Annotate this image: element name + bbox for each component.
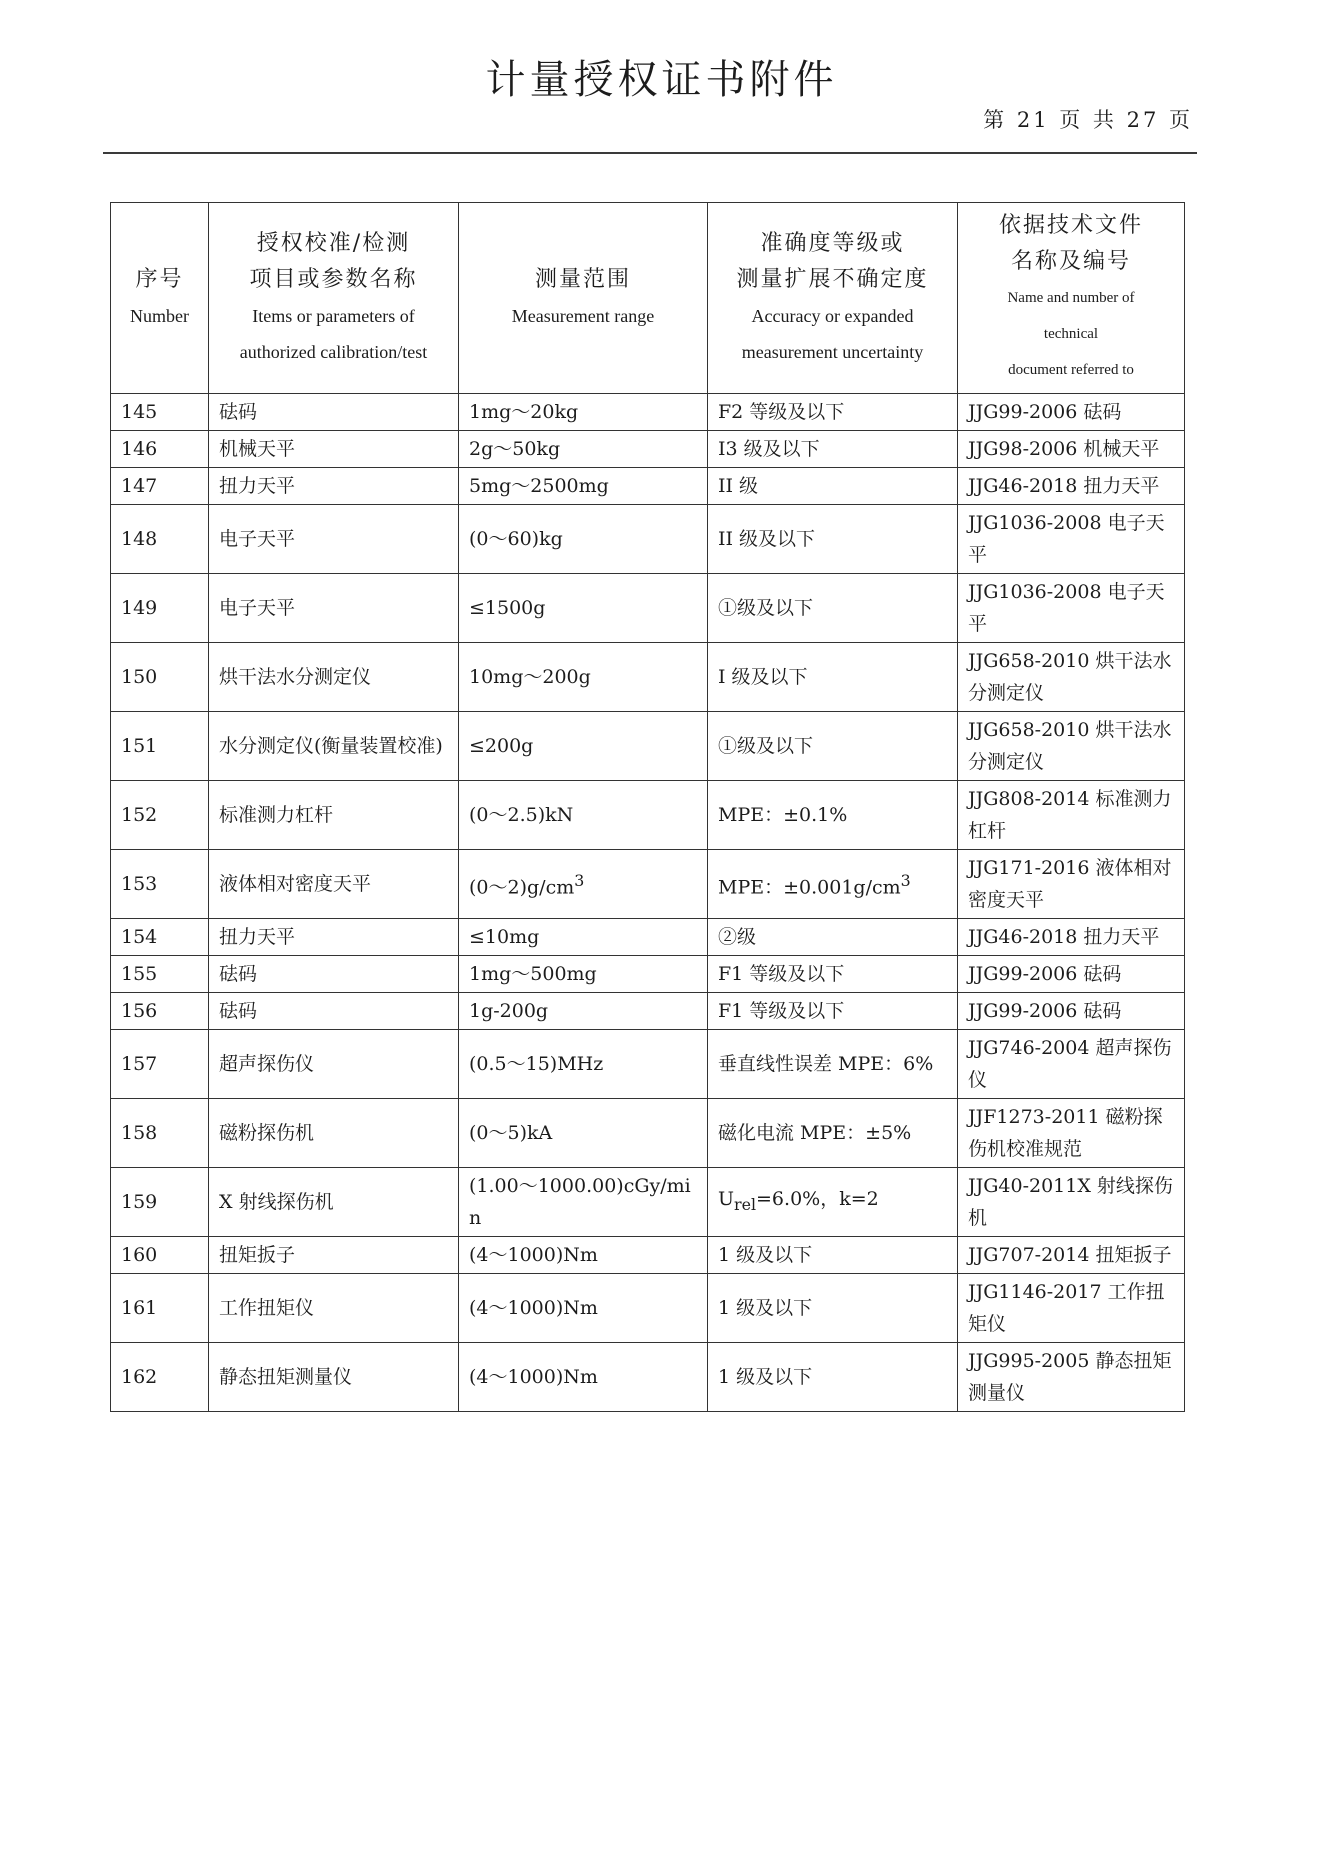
cell-accuracy bbox=[708, 1168, 958, 1237]
table-row bbox=[111, 468, 1185, 505]
cell-number: 145 bbox=[111, 394, 209, 431]
header-accuracy-en: Accuracy or expanded bbox=[751, 306, 914, 326]
table-header-row bbox=[111, 203, 1185, 394]
cell-range: 1mg～20kg bbox=[459, 394, 708, 431]
header-document-zh: 依据技术文件 bbox=[998, 213, 1143, 238]
cell-range bbox=[459, 850, 708, 919]
cell-item: 砝码 bbox=[209, 956, 459, 993]
table-row bbox=[111, 1237, 1185, 1274]
table-row bbox=[111, 505, 1185, 574]
cell-item: 烘干法水分测定仪 bbox=[209, 643, 459, 712]
header-accuracy bbox=[708, 203, 958, 394]
cell-accuracy: 1 级及以下 bbox=[708, 1237, 958, 1274]
cell-accuracy: 垂直线性误差 MPE：6% bbox=[708, 1030, 958, 1099]
table-row bbox=[111, 956, 1185, 993]
cell-document: JJG746-2004 超声探伤仪 bbox=[958, 1030, 1185, 1099]
cell-document: JJG707-2014 扭矩扳子 bbox=[958, 1237, 1185, 1274]
cell-range: (4～1000)Nm bbox=[459, 1343, 708, 1412]
cell-range: (1.00～1000.00)cGy/min bbox=[459, 1168, 708, 1237]
table-row bbox=[111, 919, 1185, 956]
cell-number: 151 bbox=[111, 712, 209, 781]
cell-document: JJG1036-2008 电子天平 bbox=[958, 505, 1185, 574]
table-row bbox=[111, 993, 1185, 1030]
cell-number: 155 bbox=[111, 956, 209, 993]
table-row bbox=[111, 574, 1185, 643]
cell-accuracy: F1 等级及以下 bbox=[708, 993, 958, 1030]
cell-document: JJG658-2010 烘干法水分测定仪 bbox=[958, 643, 1185, 712]
cell-document: JJG99-2006 砝码 bbox=[958, 956, 1185, 993]
cell-range: ≤200g bbox=[459, 712, 708, 781]
header-item-en: authorized calibration/test bbox=[239, 342, 428, 362]
cell-accuracy: 1 级及以下 bbox=[708, 1343, 958, 1412]
cell-accuracy: F1 等级及以下 bbox=[708, 956, 958, 993]
cell-document: JJG808-2014 标准测力杠杆 bbox=[958, 781, 1185, 850]
accuracy-value: =6.0%，k=2 bbox=[756, 1188, 879, 1211]
cell-number: 146 bbox=[111, 431, 209, 468]
range-value: (0～2)g/cm bbox=[469, 876, 575, 899]
table-row bbox=[111, 394, 1185, 431]
cell-document: JJG46-2018 扭力天平 bbox=[958, 919, 1185, 956]
header-range bbox=[459, 203, 708, 394]
cell-range: (0～2.5)kN bbox=[459, 781, 708, 850]
table-row bbox=[111, 1343, 1185, 1412]
cell-number: 148 bbox=[111, 505, 209, 574]
cell-document: JJG40-2011X 射线探伤机 bbox=[958, 1168, 1185, 1237]
table-row bbox=[111, 1274, 1185, 1343]
header-item bbox=[209, 203, 459, 394]
cell-number: 154 bbox=[111, 919, 209, 956]
table-row bbox=[111, 643, 1185, 712]
cell-number: 153 bbox=[111, 850, 209, 919]
cell-accuracy bbox=[708, 850, 958, 919]
cell-accuracy: I3 级及以下 bbox=[708, 431, 958, 468]
cell-number: 147 bbox=[111, 468, 209, 505]
cell-accuracy: II 级 bbox=[708, 468, 958, 505]
cell-item: 磁粉探伤机 bbox=[209, 1099, 459, 1168]
cell-item: 超声探伤仪 bbox=[209, 1030, 459, 1099]
cell-document: JJG98-2006 机械天平 bbox=[958, 431, 1185, 468]
cell-accuracy: II 级及以下 bbox=[708, 505, 958, 574]
cell-item: 机械天平 bbox=[209, 431, 459, 468]
header-range-zh: 测量范围 bbox=[534, 267, 631, 292]
page-title: 计量授权证书附件 bbox=[485, 57, 838, 103]
cell-item: 静态扭矩测量仪 bbox=[209, 1343, 459, 1412]
cell-document: JJG1146-2017 工作扭矩仪 bbox=[958, 1274, 1185, 1343]
cell-document: JJG46-2018 扭力天平 bbox=[958, 468, 1185, 505]
cell-document: JJG995-2005 静态扭矩测量仪 bbox=[958, 1343, 1185, 1412]
header-number-zh: 序号 bbox=[135, 267, 184, 292]
cell-item: 标准测力杠杆 bbox=[209, 781, 459, 850]
cell-number: 156 bbox=[111, 993, 209, 1030]
cell-accuracy: I 级及以下 bbox=[708, 643, 958, 712]
cell-item: 水分测定仪(衡量装置校准) bbox=[209, 712, 459, 781]
header-number bbox=[111, 203, 209, 394]
cell-range: (4～1000)Nm bbox=[459, 1237, 708, 1274]
cell-number: 158 bbox=[111, 1099, 209, 1168]
cell-range: 5mg～2500mg bbox=[459, 468, 708, 505]
header-document-en: Name and number of bbox=[1007, 290, 1135, 306]
cell-range: 1g-200g bbox=[459, 993, 708, 1030]
cell-accuracy: F2 等级及以下 bbox=[708, 394, 958, 431]
header-document-en: technical bbox=[1043, 326, 1099, 342]
cell-item: X 射线探伤机 bbox=[209, 1168, 459, 1237]
cell-range: 2g～50kg bbox=[459, 431, 708, 468]
table-row bbox=[111, 781, 1185, 850]
cell-range: (4～1000)Nm bbox=[459, 1274, 708, 1343]
cell-accuracy: 磁化电流 MPE：±5% bbox=[708, 1099, 958, 1168]
cell-range: ≤10mg bbox=[459, 919, 708, 956]
cell-range: ≤1500g bbox=[459, 574, 708, 643]
header-accuracy-en: measurement uncertainty bbox=[741, 342, 924, 362]
authorization-table bbox=[110, 202, 1185, 1412]
table-row bbox=[111, 1168, 1185, 1237]
cell-accuracy: ②级 bbox=[708, 919, 958, 956]
cell-item: 扭力天平 bbox=[209, 468, 459, 505]
header-accuracy-zh: 测量扩展不确定度 bbox=[736, 267, 929, 292]
accuracy-symbol: U bbox=[718, 1188, 735, 1211]
accuracy-subscript: rel bbox=[734, 1194, 757, 1214]
cell-document: JJG658-2010 烘干法水分测定仪 bbox=[958, 712, 1185, 781]
cell-number: 150 bbox=[111, 643, 209, 712]
cell-accuracy: MPE：±0.1% bbox=[708, 781, 958, 850]
cell-item: 电子天平 bbox=[209, 505, 459, 574]
table-row bbox=[111, 431, 1185, 468]
header-divider bbox=[103, 152, 1197, 154]
header-accuracy-zh: 准确度等级或 bbox=[760, 231, 905, 256]
table-row bbox=[111, 712, 1185, 781]
cell-item: 电子天平 bbox=[209, 574, 459, 643]
cell-number: 162 bbox=[111, 1343, 209, 1412]
cell-item: 砝码 bbox=[209, 394, 459, 431]
cell-range: 1mg～500mg bbox=[459, 956, 708, 993]
cell-accuracy: ①级及以下 bbox=[708, 712, 958, 781]
cell-range: (0～60)kg bbox=[459, 505, 708, 574]
cell-document: JJG99-2006 砝码 bbox=[958, 993, 1185, 1030]
cell-item: 砝码 bbox=[209, 993, 459, 1030]
cell-item: 工作扭矩仪 bbox=[209, 1274, 459, 1343]
cell-range: (0～5)kA bbox=[459, 1099, 708, 1168]
range-superscript: 3 bbox=[574, 870, 585, 890]
cell-item: 液体相对密度天平 bbox=[209, 850, 459, 919]
page-indicator: 第 21 页 共 27 页 bbox=[983, 108, 1193, 132]
header-number-en: Number bbox=[130, 306, 189, 326]
header-item-zh: 项目或参数名称 bbox=[249, 267, 418, 292]
cell-number: 152 bbox=[111, 781, 209, 850]
header-document-zh: 名称及编号 bbox=[1010, 249, 1131, 274]
header-document bbox=[958, 203, 1185, 394]
cell-number: 157 bbox=[111, 1030, 209, 1099]
table-row bbox=[111, 1030, 1185, 1099]
header-document-en: document referred to bbox=[1008, 362, 1134, 378]
cell-range: 10mg～200g bbox=[459, 643, 708, 712]
cell-accuracy: ①级及以下 bbox=[708, 574, 958, 643]
cell-document: JJG1036-2008 电子天平 bbox=[958, 574, 1185, 643]
accuracy-superscript: 3 bbox=[900, 870, 911, 890]
cell-accuracy: 1 级及以下 bbox=[708, 1274, 958, 1343]
cell-document: JJF1273-2011 磁粉探伤机校准规范 bbox=[958, 1099, 1185, 1168]
header-item-en: Items or parameters of bbox=[252, 306, 415, 326]
cell-item: 扭矩扳子 bbox=[209, 1237, 459, 1274]
cell-number: 159 bbox=[111, 1168, 209, 1237]
cell-number: 149 bbox=[111, 574, 209, 643]
cell-item: 扭力天平 bbox=[209, 919, 459, 956]
cell-document: JJG171-2016 液体相对密度天平 bbox=[958, 850, 1185, 919]
cell-number: 160 bbox=[111, 1237, 209, 1274]
cell-range: (0.5～15)MHz bbox=[459, 1030, 708, 1099]
table-row bbox=[111, 850, 1185, 919]
header-item-zh: 授权校准/检测 bbox=[256, 231, 411, 256]
cell-document: JJG99-2006 砝码 bbox=[958, 394, 1185, 431]
table-row bbox=[111, 1099, 1185, 1168]
cell-number: 161 bbox=[111, 1274, 209, 1343]
accuracy-value: MPE：±0.001g/cm bbox=[718, 876, 901, 899]
header-range-en: Measurement range bbox=[511, 306, 655, 326]
